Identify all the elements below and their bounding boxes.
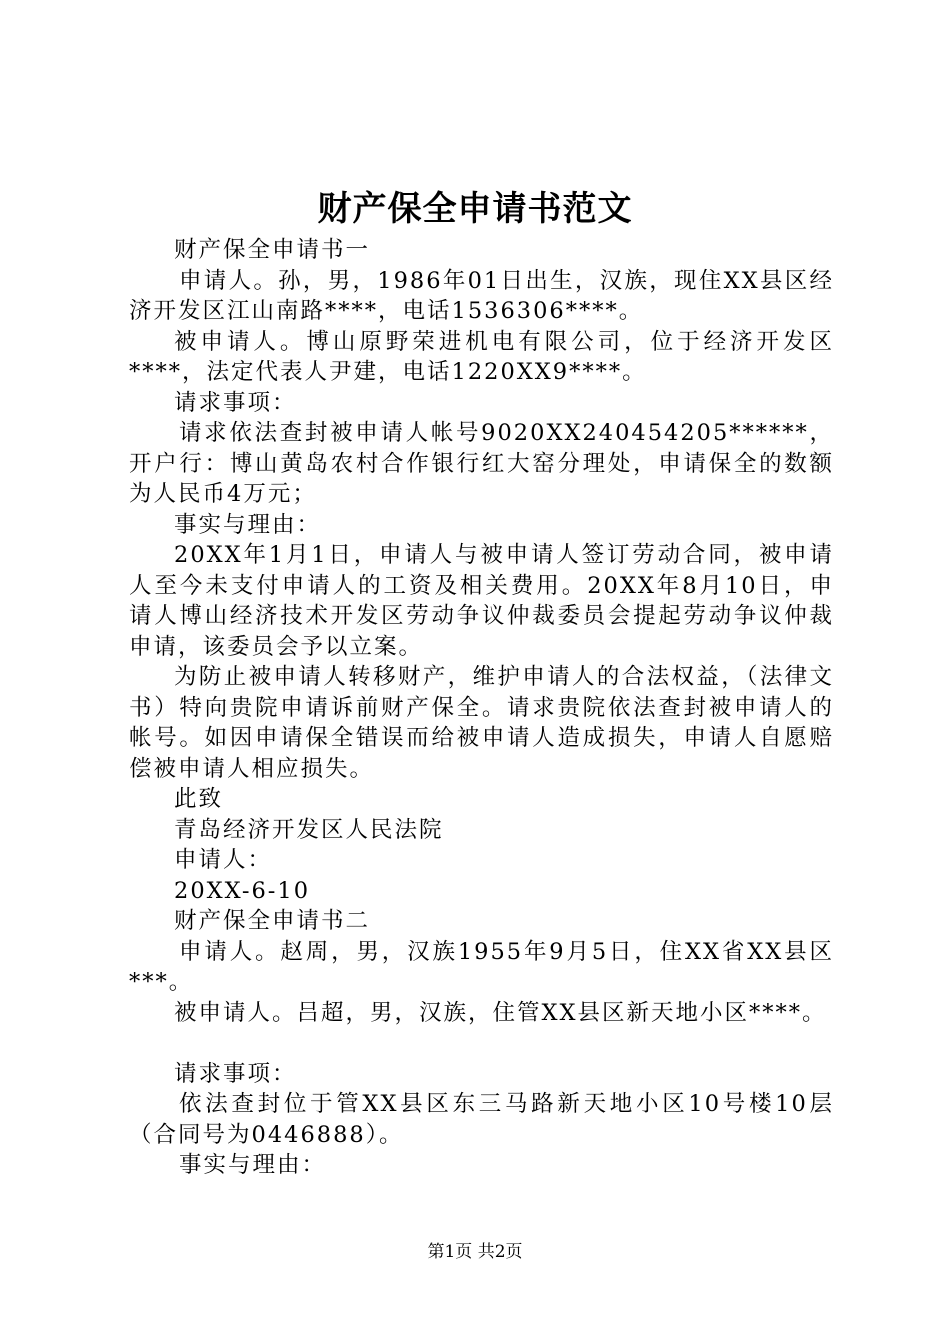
respondent-paragraph: 被申请人。博山原野荣进机电有限公司，位于经济开发区****，法定代表人尹建，电话1220XX9****。 [129, 328, 834, 385]
page-number-footer: 第1页 共2页 [427, 1242, 523, 1262]
reason-paragraph: 为防止被申请人转移财产，维护申请人的合法权益，（法律文书）特向贵院申请诉前财产保全。请求贵院依法查封被申请人的帐号。如因申请保全错误而给被申请人造成损失，申请人自愿赔偿被申请人相应损失。 [129, 664, 834, 782]
respondent-paragraph-2: 被申请人。吕超，男，汉族，住管XX县区新天地小区****。 [174, 999, 827, 1026]
request-paragraph: 请求依法查封被申请人帐号9020XX240454205******，开户行：博山黄岛农村合作银行红大窑分理处，申请保全的数额为人民币4万元； [129, 420, 834, 507]
document-date: 20XX-6-10 [174, 877, 311, 904]
facts-paragraph: 20XX年1月1日，申请人与被申请人签订劳动合同，被申请人至今未支付申请人的工资及相关费用。20XX年8月10日，申请人博山经济技术开发区劳动争议仲裁委员会提起劳动争议仲裁申请，该委员会予以立案。 [129, 542, 834, 660]
court-name: 青岛经济开发区人民法院 [174, 816, 444, 843]
facts-heading: 事实与理由： [174, 511, 322, 538]
document-body [129, 235, 834, 1181]
applicant-paragraph-2: 申请人。赵周，男，汉族1955年9月5日，住XX省XX县区***。 [129, 938, 834, 995]
facts-heading-2: 事实与理由： [179, 1152, 327, 1178]
section-heading-1: 财产保全申请书一 [174, 237, 371, 263]
request-heading-2: 请求事项： [174, 1060, 297, 1087]
applicant-signature-label: 申请人： [174, 847, 273, 873]
document-title: 财产保全申请书范文 [317, 189, 633, 229]
request-heading: 请求事项： [174, 389, 297, 416]
section-heading-2: 财产保全申请书二 [174, 908, 371, 934]
salutation: 此致 [174, 786, 224, 812]
applicant-paragraph: 申请人。孙，男，1986年01日出生，汉族，现住XX县区经济开发区江山南路****，电话1536306****。 [129, 267, 834, 324]
request-paragraph-2: 依法查封位于管XX县区东三马路新天地小区10号楼10层（合同号为0446888）。 [129, 1091, 834, 1148]
